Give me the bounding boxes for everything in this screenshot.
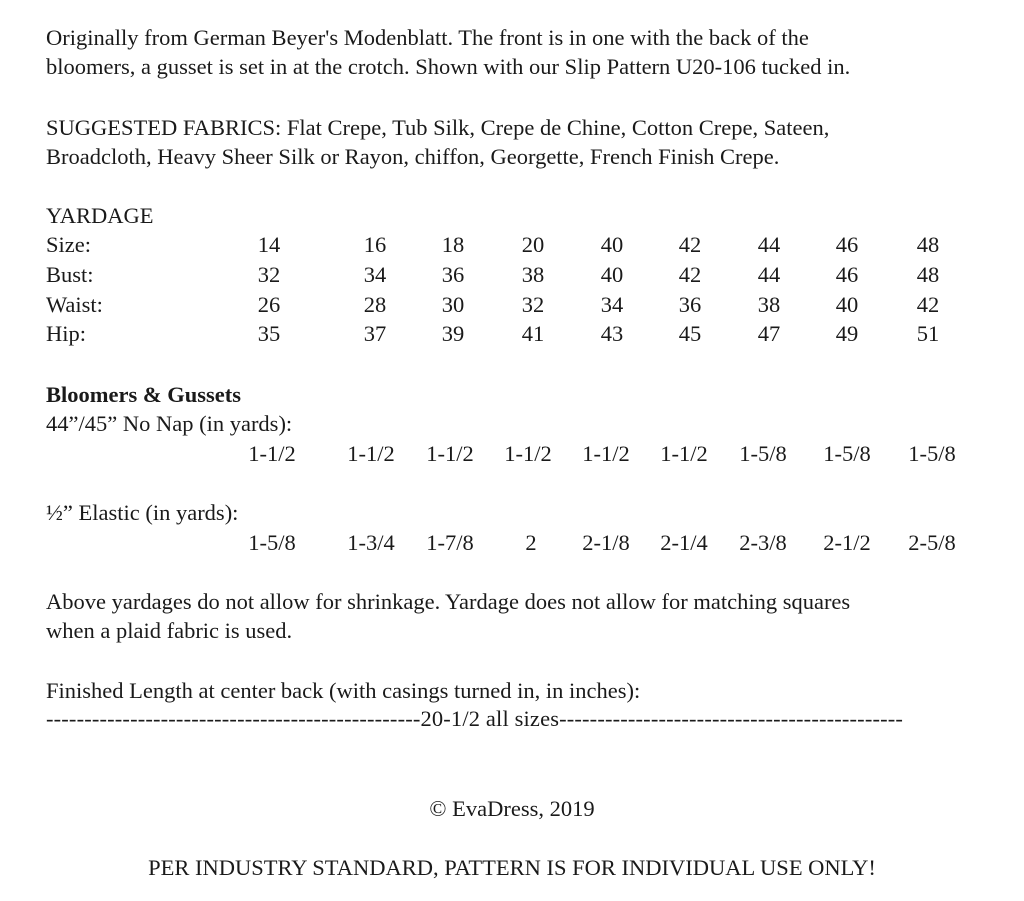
elastic-yardage-cell: 2-1/4: [660, 530, 708, 555]
waist-cell: 26: [257, 292, 281, 317]
waist-cell: 32: [521, 292, 545, 317]
size-cell: 18: [441, 232, 465, 257]
yardage-heading: YARDAGE: [46, 203, 154, 228]
bust-cell: 40: [600, 262, 624, 287]
elastic-yardage-cell: 2-1/2: [823, 530, 871, 555]
size-cell: 14: [257, 232, 281, 257]
size-row-label: Size:: [46, 232, 91, 257]
bust-cell: 46: [835, 262, 859, 287]
elastic-yardage-cell: 2-1/8: [582, 530, 630, 555]
fabric-yardage-cell: 1-5/8: [908, 441, 956, 466]
hip-cell: 49: [835, 321, 859, 346]
bust-cell: 36: [441, 262, 465, 287]
notes-line-1: Above yardages do not allow for shrinkage. Yardage does not allow for matching squares: [46, 589, 851, 614]
bust-cell: 38: [521, 262, 545, 287]
waist-row-label: Waist:: [46, 292, 103, 317]
size-cell: 20: [521, 232, 545, 257]
bust-cell: 48: [916, 262, 940, 287]
fabric-yardage-cell: 1-1/2: [582, 441, 630, 466]
finished-length-label: Finished Length at center back (with casings turned in, in inches):: [46, 678, 641, 703]
elastic-yardage-cell: 1-7/8: [426, 530, 474, 555]
size-cell: 42: [678, 232, 702, 257]
finished-length-value: -------------------------------------------------20-1/2 all sizes---------------------------------------------: [46, 708, 904, 731]
intro-line-2: bloomers, a gusset is set in at the crotch. Shown with our Slip Pattern U20-106 tucked in.: [46, 54, 851, 79]
elastic-yardage-label: ½” Elastic (in yards):: [46, 500, 239, 525]
size-cell: 44: [757, 232, 781, 257]
elastic-yardage-cell: 1-3/4: [347, 530, 395, 555]
waist-cell: 40: [835, 292, 859, 317]
elastic-yardage-cell: 2: [525, 530, 537, 555]
copyright: © EvaDress, 2019: [429, 796, 595, 821]
hip-cell: 47: [757, 321, 781, 346]
waist-cell: 42: [916, 292, 940, 317]
fabrics-line-2: Broadcloth, Heavy Sheer Silk or Rayon, chiffon, Georgette, French Finish Crepe.: [46, 144, 780, 169]
fabric-yardage-label: 44”/45” No Nap (in yards):: [46, 411, 293, 436]
bloomers-heading: Bloomers & Gussets: [46, 382, 241, 407]
fabric-yardage-cell: 1-5/8: [823, 441, 871, 466]
notes-line-2: when a plaid fabric is used.: [46, 618, 293, 643]
waist-cell: 30: [441, 292, 465, 317]
bust-cell: 34: [363, 262, 387, 287]
size-cell: 48: [916, 232, 940, 257]
bust-cell: 44: [757, 262, 781, 287]
waist-cell: 34: [600, 292, 624, 317]
hip-cell: 41: [521, 321, 545, 346]
hip-cell: 35: [257, 321, 281, 346]
hip-cell: 39: [441, 321, 465, 346]
fabric-yardage-cell: 1-1/2: [248, 441, 296, 466]
hip-row-label: Hip:: [46, 321, 87, 346]
bust-cell: 32: [257, 262, 281, 287]
size-cell: 16: [363, 232, 387, 257]
bust-row-label: Bust:: [46, 262, 94, 287]
hip-cell: 37: [363, 321, 387, 346]
hip-cell: 51: [916, 321, 940, 346]
usage-notice: PER INDUSTRY STANDARD, PATTERN IS FOR INDIVIDUAL USE ONLY!: [148, 855, 876, 880]
waist-cell: 38: [757, 292, 781, 317]
fabric-yardage-cell: 1-1/2: [504, 441, 552, 466]
hip-cell: 45: [678, 321, 702, 346]
fabric-yardage-cell: 1-1/2: [426, 441, 474, 466]
size-cell: 46: [835, 232, 859, 257]
elastic-yardage-cell: 2-5/8: [908, 530, 956, 555]
bust-cell: 42: [678, 262, 702, 287]
fabric-yardage-cell: 1-1/2: [347, 441, 395, 466]
size-cell: 40: [600, 232, 624, 257]
fabric-yardage-cell: 1-5/8: [739, 441, 787, 466]
elastic-yardage-cell: 2-3/8: [739, 530, 787, 555]
waist-cell: 28: [363, 292, 387, 317]
intro-line-1: Originally from German Beyer's Modenblatt. The front is in one with the back of the: [46, 25, 809, 50]
fabrics-line-1: SUGGESTED FABRICS: Flat Crepe, Tub Silk, Crepe de Chine, Cotton Crepe, Sateen,: [46, 115, 830, 140]
fabric-yardage-cell: 1-1/2: [660, 441, 708, 466]
waist-cell: 36: [678, 292, 702, 317]
elastic-yardage-cell: 1-5/8: [248, 530, 296, 555]
hip-cell: 43: [600, 321, 624, 346]
